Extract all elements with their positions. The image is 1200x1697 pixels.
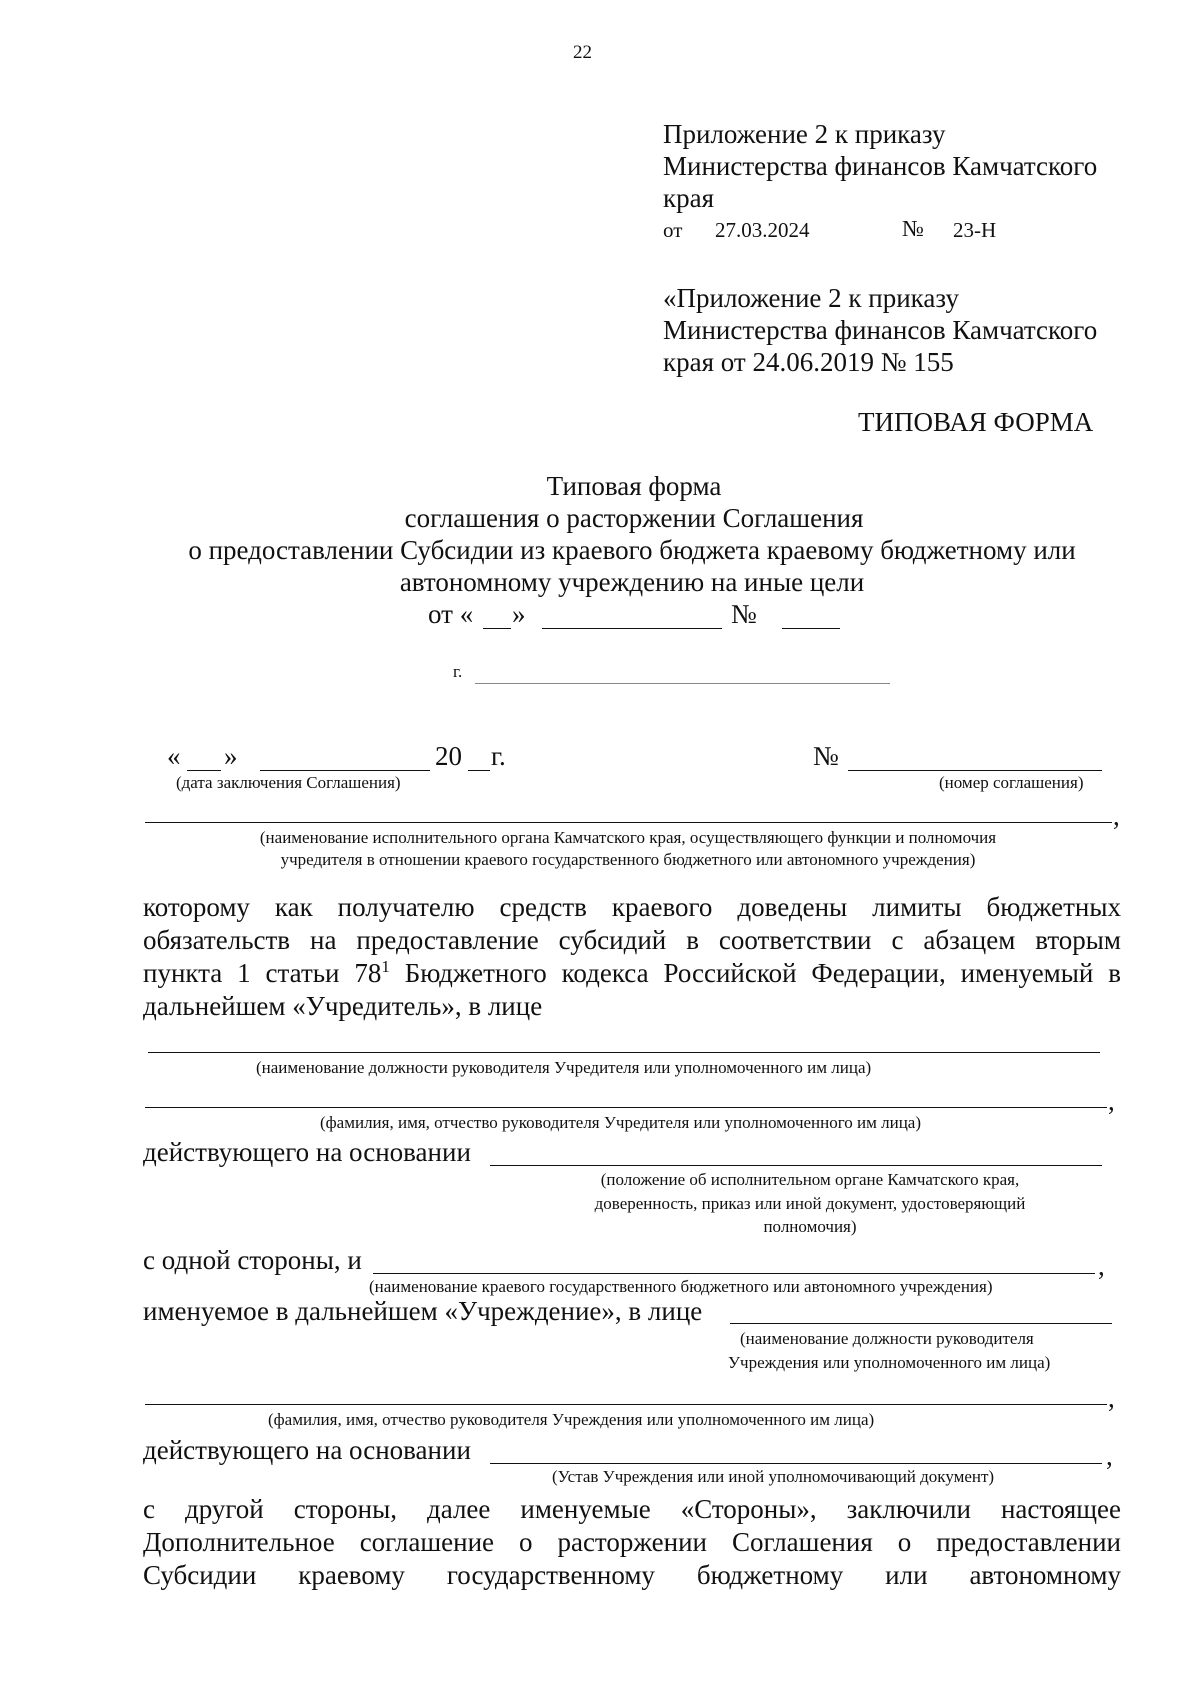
prev-appendix-line-2: Министерства финансов Камчатского (663, 315, 1098, 345)
appendix-line-1: Приложение 2 к приказу (663, 119, 946, 149)
title-from-prefix: от « (428, 599, 474, 629)
page-number: 22 (573, 42, 592, 63)
date-month-blank (260, 770, 430, 771)
order-number: 23-Н (953, 218, 997, 242)
closing-line-3: Субсидии краевому государственному бюджетному или автономному (143, 1560, 1121, 1590)
inst-name-comma: , (1108, 1383, 1115, 1413)
named-institution-text: именуемое в дальнейшем «Учреждение», в лице (143, 1296, 703, 1326)
agreement-number-blank (848, 770, 1102, 771)
acting-basis-1: действующего на основании (143, 1137, 471, 1167)
title-day-blank (483, 628, 511, 629)
date-year-prefix: 20 (435, 741, 462, 771)
appendix-line-2: Министерства финансов Камчатского (663, 151, 1098, 181)
form-label: ТИПОВАЯ ФОРМА (858, 407, 1094, 437)
para1-line-1: которому как получателю средств краевого доведены лимиты бюджетных (143, 892, 1121, 922)
agreement-number-sign: № (813, 741, 839, 771)
inst-position-caption-line-1: (наименование должности руководителя (740, 1329, 1034, 1348)
agreement-number-caption: (номер соглашения) (939, 773, 1084, 792)
title-line-4: автономному учреждению на иные цели (399, 567, 865, 597)
para1-line-3: пункта 1 статьи $78^1$ Бюджетного кодекса Российской Федерации, именуемый в (143, 957, 1121, 988)
basis-2-comma: , (1106, 1441, 1113, 1471)
basis-caption-line-2: доверенность, приказ или иной документ, удостоверяющий (594, 1194, 1026, 1213)
title-line-1: Типовая форма (546, 471, 722, 501)
inst-name-caption: (фамилия, имя, отчество руководителя Учреждения или уполномоченного им лица) (268, 1410, 875, 1429)
city-prefix: г. (453, 662, 463, 681)
inst-position-blank (730, 1323, 1112, 1324)
prev-appendix-line-1: «Приложение 2 к приказу (663, 283, 959, 313)
city-blank (475, 683, 890, 684)
institution-caption: (наименование краевого государственного бюджетного или автономного учреждения) (369, 1277, 993, 1296)
date-day-blank (187, 770, 221, 771)
date-year-blank (468, 770, 490, 771)
appendix-line-3: края (663, 183, 715, 213)
title-number-sign: № (731, 599, 757, 629)
founder-name-caption: (фамилия, имя, отчество руководителя Учредителя или уполномоченного им лица) (320, 1113, 922, 1132)
date-close-quote: » (224, 741, 238, 771)
closing-line-1: с другой стороны, далее именуемые «Стороны», заключили настоящее (143, 1494, 1121, 1524)
prev-appendix-line-3: края от 24.06.2019 № 155 (663, 347, 954, 377)
title-month-blank (542, 628, 722, 629)
basis-caption-line-3: полномочия) (763, 1217, 857, 1236)
date-open-quote: « (167, 741, 181, 771)
founder-name-blank (145, 1107, 1107, 1108)
order-date: 27.03.2024 (715, 218, 810, 242)
title-line-2: соглашения о расторжении Соглашения (404, 503, 864, 533)
basis-caption-line-1: (положение об исполнительном органе Камчатского края, (600, 1170, 1020, 1189)
basis-2-blank (490, 1463, 1102, 1464)
para1-line-2: обязательств на предоставление субсидий в соответствии с абзацем вторым (143, 925, 1121, 955)
order-number-sign: № (902, 216, 924, 241)
organ-caption-line-1: (наименование исполнительного органа Камчатского края, осуществляющего функции и полномочия (259, 828, 997, 847)
order-prefix: от (663, 218, 683, 242)
founder-position-blank (148, 1052, 1100, 1053)
founder-position-caption: (наименование должности руководителя Учредителя или уполномоченного им лица) (256, 1058, 872, 1077)
date-year-suffix: г. (491, 741, 506, 771)
institution-comma: , (1098, 1251, 1105, 1281)
closing-line-2: Дополнительное соглашение о расторжении Соглашения о предоставлении (143, 1527, 1121, 1557)
founder-name-comma: , (1108, 1086, 1115, 1116)
para1-line-4: дальнейшем «Учредитель», в лице (143, 991, 543, 1021)
inst-position-caption-line-2: Учреждения или уполномоченного им лица) (728, 1353, 1051, 1372)
institution-name-blank (373, 1273, 1095, 1274)
title-line-3: о предоставлении Субсидии из краевого бюджета краевому бюджетному или (188, 535, 1076, 565)
organ-comma: , (1113, 801, 1120, 831)
charter-caption: (Устав Учреждения или иной уполномочивающий документ) (552, 1467, 995, 1486)
organ-name-blank (145, 822, 1112, 823)
organ-caption-line-2: учредителя в отношении краевого государственного бюджетного или автономного учреждения) (280, 850, 976, 869)
acting-basis-2: действующего на основании (143, 1435, 471, 1465)
one-side-text: с одной стороны, и (143, 1245, 362, 1275)
title-number-blank (782, 628, 840, 629)
inst-name-blank (145, 1404, 1107, 1405)
basis-1-blank (490, 1165, 1102, 1166)
date-caption: (дата заключения Соглашения) (176, 773, 401, 792)
title-close-quote: » (512, 599, 526, 629)
